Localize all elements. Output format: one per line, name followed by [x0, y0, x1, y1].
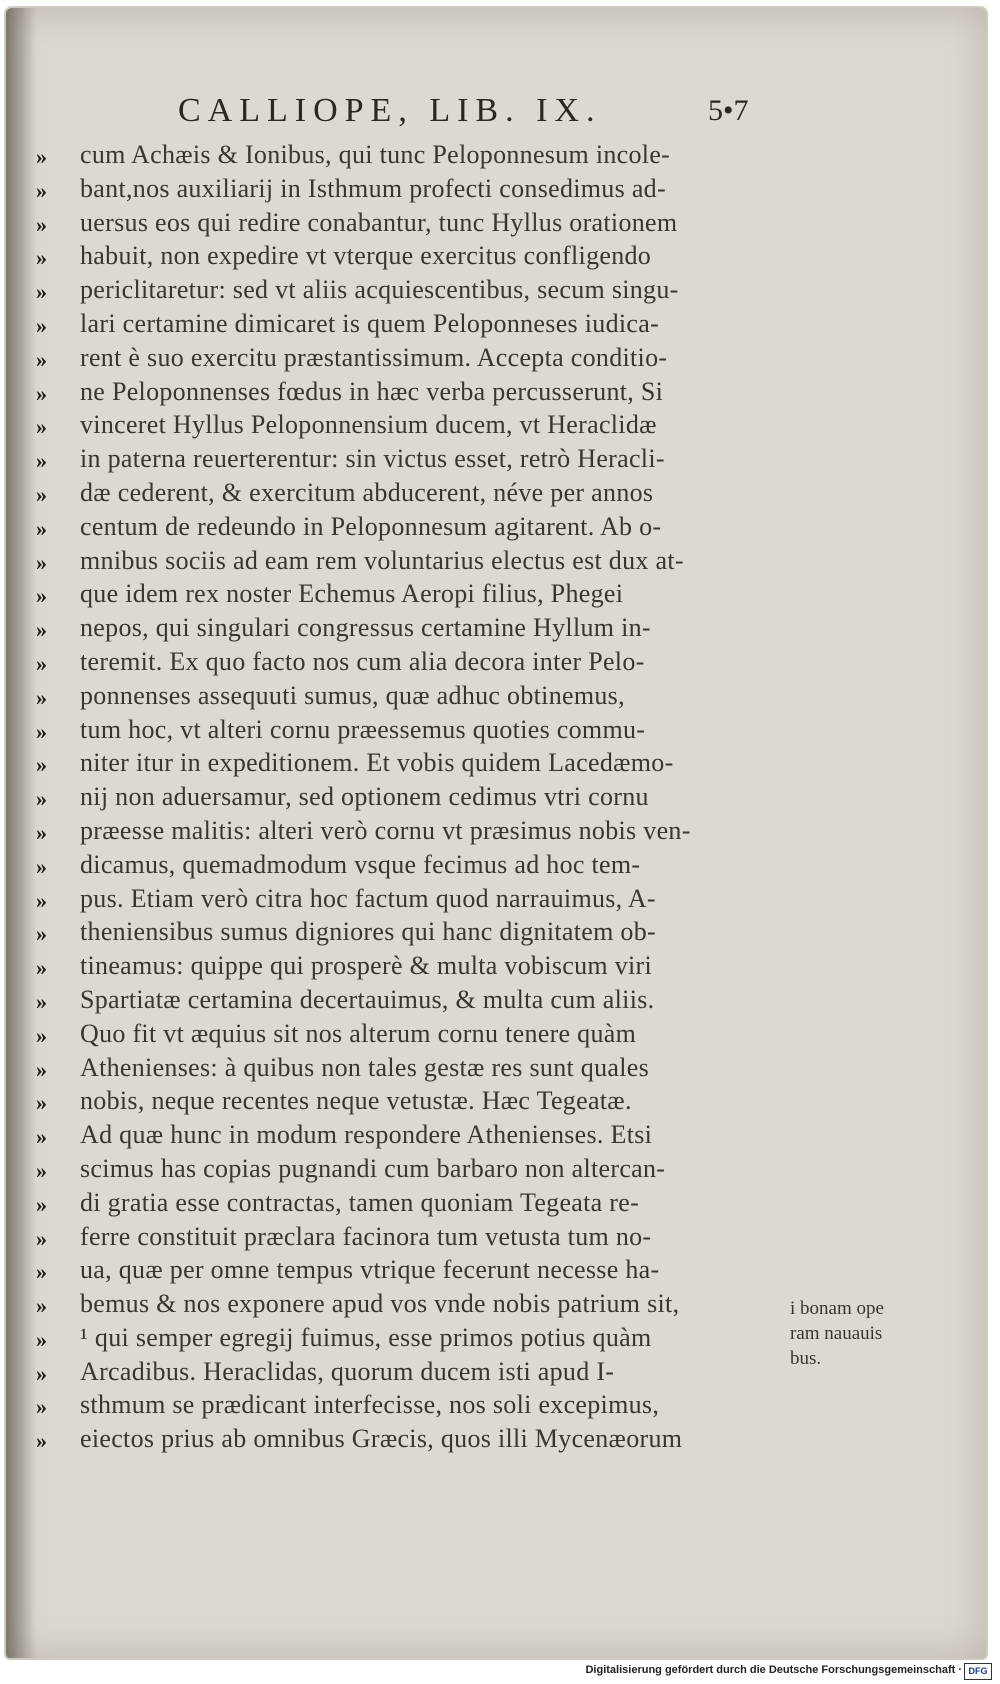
line-text: ¹ qui semper egregij fuimus, esse primos potius quàm: [80, 1322, 652, 1352]
text-line: [36, 850, 796, 884]
marginal-quote-mark: »: [36, 245, 47, 271]
line-text: di gratia esse contractas, tamen quoniam Tegeata re-: [80, 1187, 640, 1217]
text-line: [36, 1289, 796, 1323]
marginal-quote-mark: »: [36, 481, 47, 507]
marginal-quote-mark: »: [36, 1225, 47, 1251]
line-text: centum de redeundo in Peloponnesum agitarent. Ab o-: [80, 511, 662, 541]
line-text: nobis, neque recentes neque vetustæ. Hæc Tegeatæ.: [80, 1086, 632, 1116]
text-line: [36, 1323, 796, 1357]
marginal-quote-mark: »: [36, 955, 47, 981]
line-text: nij non aduersamur, sed optionem cedimus vtri cornu: [80, 782, 649, 812]
text-line: [36, 1053, 796, 1087]
line-text: theniensibus sumus digniores qui hanc dignitatem ob-: [80, 917, 656, 947]
marginal-quote-mark: »: [36, 786, 47, 812]
line-text: Arcadibus. Heraclidas, quorum ducem isti apud I-: [80, 1356, 615, 1386]
marginal-quote-mark: »: [36, 650, 47, 676]
text-line: [36, 613, 796, 647]
marginal-quote-mark: »: [36, 1157, 47, 1183]
text-line: [36, 884, 796, 918]
line-text: ferre constituit præclara facinora tum vetusta tum no-: [80, 1221, 652, 1251]
text-line: [36, 951, 796, 985]
marginal-note: [790, 1296, 940, 1371]
text-line: [36, 1424, 796, 1458]
line-text: ua, quæ per omne tempus vtrique fecerunt necesse ha-: [80, 1255, 660, 1285]
line-text: que idem rex noster Echemus Aeropi filius, Phegei: [80, 579, 624, 609]
marginal-quote-mark: »: [36, 819, 47, 845]
line-text: dicamus, quemadmodum vsque fecimus ad hoc tem-: [80, 849, 641, 879]
marginal-quote-mark: »: [36, 346, 47, 372]
marginal-quote-mark: »: [36, 921, 47, 947]
text-line: [36, 782, 796, 816]
line-text: habuit, non expedire vt vterque exercitus confligendo: [80, 241, 652, 271]
line-text: uersus eos qui redire conabantur, tunc Hyllus orationem: [80, 207, 678, 237]
digitization-footer: [0, 1660, 1000, 1684]
marginal-quote-mark: »: [36, 414, 47, 440]
text-line: [36, 241, 796, 275]
text-line: [36, 1086, 796, 1120]
marginal-quote-mark: »: [36, 684, 47, 710]
line-text: Athenienses: à quibus non tales gestæ res sunt quales: [80, 1052, 650, 1082]
line-text: in paterna reuerterentur: sin victus esset, retrò Heracli-: [80, 444, 665, 474]
line-text: præesse malitis: alteri verò cornu vt præsimus nobis ven-: [80, 815, 691, 845]
text-line: [36, 512, 796, 546]
text-line: [36, 1357, 796, 1391]
marginal-quote-mark: »: [36, 312, 47, 338]
line-text: rent è suo exercitu præstantissimum. Accepta conditio-: [80, 342, 668, 372]
marginal-quote-mark: »: [36, 887, 47, 913]
line-text: Ad quæ hunc in modum respondere Athenienses. Etsi: [80, 1120, 653, 1150]
text-line: [36, 275, 796, 309]
text-line: [36, 343, 796, 377]
text-line: [36, 748, 796, 782]
marginal-quote-mark: »: [36, 1394, 47, 1420]
line-text: teremit. Ex quo facto nos cum alia decora inter Pelo-: [80, 646, 645, 676]
marginal-quote-mark: »: [36, 1360, 47, 1386]
marginal-quote-mark: »: [36, 1056, 47, 1082]
line-text: lari certamine dimicaret is quem Peloponneses iudica-: [80, 308, 660, 338]
marginal-quote-mark: »: [36, 1428, 47, 1454]
text-line: [36, 174, 796, 208]
line-text: Quo fit vt æquius sit nos alterum cornu tenere quàm: [80, 1018, 637, 1048]
line-text: vinceret Hyllus Peloponnensium ducem, vt Heraclidæ: [80, 410, 657, 440]
page-number: 5•7: [708, 94, 749, 127]
marginal-quote-mark: »: [36, 177, 47, 203]
text-line: [36, 478, 796, 512]
text-line: [36, 1154, 796, 1188]
marginal-quote-mark: »: [36, 718, 47, 744]
marginal-note-line: ram nauauis: [790, 1323, 883, 1344]
marginal-quote-mark: »: [36, 583, 47, 609]
marginal-quote-mark: »: [36, 752, 47, 778]
line-text: nepos, qui singulari congressus certamine Hyllum in-: [80, 613, 651, 643]
marginal-quote-mark: »: [36, 279, 47, 305]
line-text: sthmum se prædicant interfecisse, nos soli excepimus,: [80, 1390, 660, 1420]
text-line: [36, 1188, 796, 1222]
page-header: [40, 92, 800, 132]
line-text: tum hoc, vt alteri cornu præessemus quoties commu-: [80, 714, 646, 744]
line-text: periclitaretur: sed vt aliis acquiescentibus, secum singu-: [80, 275, 679, 305]
marginal-quote-mark: »: [36, 1191, 47, 1217]
line-text: Spartiatæ certamina decertauimus, & multa cum aliis.: [80, 984, 655, 1014]
marginal-quote-mark: »: [36, 515, 47, 541]
body-text: [36, 140, 796, 1458]
text-line: [36, 546, 796, 580]
marginal-quote-mark: »: [36, 1293, 47, 1319]
running-title: CALLIOPE, LIB. IX.: [178, 92, 602, 129]
text-line: [36, 444, 796, 478]
marginal-quote-mark: »: [36, 988, 47, 1014]
marginal-quote-mark: »: [36, 1090, 47, 1116]
marginal-quote-mark: »: [36, 144, 47, 169]
line-text: bant,nos auxiliarij in Isthmum profecti consedimus ad-: [80, 173, 666, 203]
text-line: [36, 309, 796, 343]
marginal-quote-mark: »: [36, 549, 47, 575]
line-text: niter itur in expeditionem. Et vobis quidem Lacedæmo-: [80, 748, 674, 778]
text-line: [36, 1120, 796, 1154]
text-line: [36, 140, 796, 174]
text-line: [36, 1390, 796, 1424]
marginal-quote-mark: »: [36, 1022, 47, 1048]
line-text: cum Achæis & Ionibus, qui tunc Peloponnesum incole-: [80, 140, 671, 169]
line-text: scimus has copias pugnandi cum barbaro non altercan-: [80, 1153, 666, 1183]
line-text: dæ cederent, & exercitum abducerent, néve per annos: [80, 477, 654, 507]
line-text: ponnenses assequuti sumus, quæ adhuc obtinemus,: [80, 680, 625, 710]
text-line: [36, 647, 796, 681]
gutter-shadow: [6, 8, 36, 1658]
dfg-logo: DFG: [964, 1663, 992, 1680]
text-line: [36, 1255, 796, 1289]
marginal-note-line: i bonam ope: [790, 1298, 884, 1319]
marginal-quote-mark: »: [36, 380, 47, 406]
line-text: pus. Etiam verò citra hoc factum quod narrauimus, A-: [80, 883, 656, 913]
marginal-quote-mark: »: [36, 1124, 47, 1150]
text-line: [36, 1222, 796, 1256]
text-line: [36, 917, 796, 951]
text-line: [36, 985, 796, 1019]
footer-credit: Digitalisierung gefördert durch die Deutsche Forschungsgemeinschaft ·: [585, 1664, 962, 1676]
text-line: [36, 681, 796, 715]
text-line: [36, 1019, 796, 1053]
line-text: mnibus sociis ad eam rem voluntarius electus est dux at-: [80, 545, 684, 575]
marginal-quote-mark: »: [36, 211, 47, 237]
text-line: [36, 579, 796, 613]
text-line: [36, 208, 796, 242]
line-text: bemus & nos exponere apud vos vnde nobis patrium sit,: [80, 1289, 680, 1319]
marginal-quote-mark: »: [36, 853, 47, 879]
marginal-note-line: bus.: [790, 1348, 822, 1369]
line-text: ne Peloponnenses fœdus in hæc verba percusserunt, Si: [80, 376, 664, 406]
marginal-quote-mark: »: [36, 1326, 47, 1352]
text-line: [36, 715, 796, 749]
text-line: [36, 377, 796, 411]
text-line: [36, 816, 796, 850]
marginal-quote-mark: »: [36, 448, 47, 474]
marginal-quote-mark: »: [36, 1259, 47, 1285]
line-text: tineamus: quippe qui prosperè & multa vobiscum viri: [80, 951, 653, 981]
text-line: [36, 410, 796, 444]
marginal-quote-mark: »: [36, 617, 47, 643]
line-text: eiectos prius ab omnibus Græcis, quos illi Mycenæorum: [80, 1424, 683, 1454]
